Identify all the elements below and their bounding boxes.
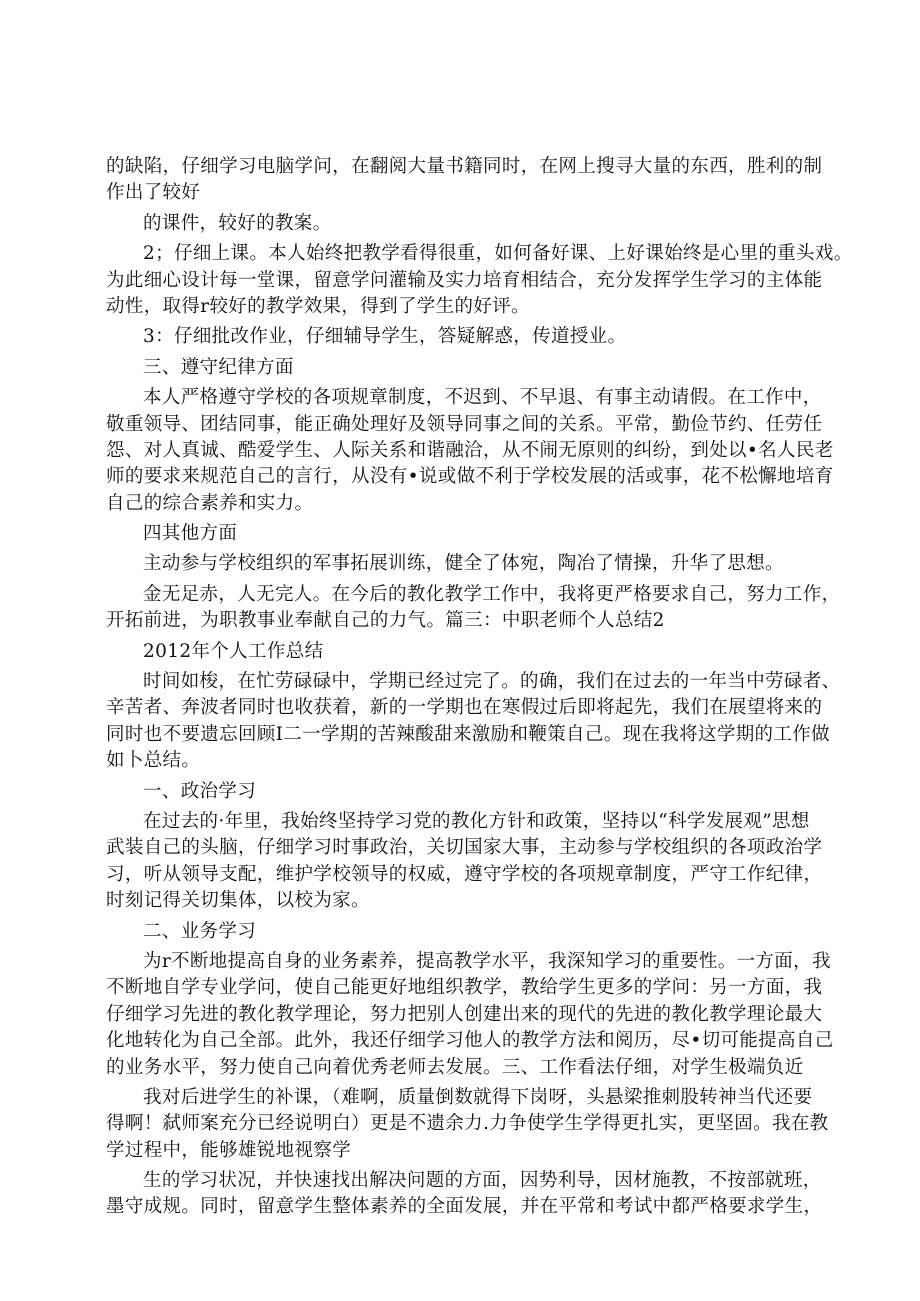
text-line: 开拓前进，为职教事业奉献自己的力气。篇三：中职老师个人总结2 bbox=[106, 610, 665, 632]
text-line: 时间如梭，在忙劳碌碌中，学期已经过完了。的确，我们在过去的一年当中劳碌者、 bbox=[143, 671, 841, 693]
text-line: 同时也不要遗忘回顾I二一学期的苦辣酸甜来激励和鞭策自己。现在我将这学期的工作做 bbox=[106, 723, 830, 745]
text-line: 辛苦者、奔波者同时也收获着，新的一学期也在寒假过后即将起先，我们在展望将来的 bbox=[106, 697, 823, 719]
text-line: 武装自己的头脑，仔细学习时事政治，关切国家大事，主动参与学校组织的各项政治学 bbox=[106, 837, 823, 859]
text-line: 的课件，较好的教案。 bbox=[143, 212, 332, 234]
text-line: 师的要求来规范自己的言行，从没有•说或做不利于学校发展的活或事，花不松懈地培育 bbox=[106, 466, 834, 488]
text-line: 一、政治学习 bbox=[143, 780, 257, 802]
text-line: 时刻记得关切集体，以校为家。 bbox=[106, 890, 370, 912]
text-line: 化地转化为自己全部。此外，我还仔细学习他人的教学方法和阅历，尽•切可能提高自己 bbox=[106, 1030, 834, 1052]
text-line: 的业务水平，努力使自己向着优秀老师去发展。三、工作看法仔细，对学生极端负近 bbox=[106, 1056, 804, 1078]
document-body bbox=[106, 154, 853, 1221]
text-line: 如卜总结。 bbox=[106, 750, 201, 772]
text-line: 3：仔细批改作业，仔细辅导学生，答疑解惑，传道授业。 bbox=[143, 326, 627, 348]
text-line: 自己的综合素养和实力。 bbox=[106, 492, 314, 514]
text-line: 不断地自学专业学问，使自己能更好地组织教学，教给学生更多的学问：另一方面，我 bbox=[106, 977, 823, 999]
text-line: 的缺陷，仔细学习电脑学问，在翻阅大量书籍同时，在网上搜寻大量的东西，胜利的制 bbox=[106, 156, 823, 177]
text-line: 四其他方面 bbox=[143, 523, 238, 545]
text-line: 习，听从领导支配，维护学校领导的权威，遵守学校的各项规章制度，严守工作纪律， bbox=[106, 863, 823, 885]
text-line: 为此细心设计每一堂课，留意学问灌输及实力培育相结合，充分发挥学生学习的主体能 bbox=[106, 269, 823, 291]
text-line: 怨、对人真诚、酷爱学生、人际关系和谐融洽，从不闹无原则的纠纷，到处以•名人民老 bbox=[106, 439, 834, 461]
text-line: 2；仔细上课。本人始终把教学看得很重，如何备好课、上好课始终是心里的重头戏。 bbox=[143, 243, 853, 265]
text-line: 我对后进学生的补课，（难啊，质量倒数就得下岗呀，头悬梁推刺股转神当代还要 bbox=[143, 1086, 813, 1108]
text-line: 得啊！弑师案充分已经说明白）更是不遗余力.力争使学生学得更扎实，更坚固。我在教 bbox=[106, 1113, 829, 1135]
text-line: 为r不断地提高自身的业务素养，提高教学水平，我深知学习的重要性。一方面，我 bbox=[143, 950, 831, 972]
text-line: 仔细学习先进的教化教学理论，努力把别人创建出来的现代的先进的教化教学理论最大 bbox=[106, 1003, 823, 1025]
text-line: 墨守成规。同时，留意学生整体素养的全面发展，并在平常和考试中都严格要求学生， bbox=[106, 1196, 823, 1218]
text-line: 动性，取得r较好的教学效果，得到了学生的好评。 bbox=[106, 295, 530, 317]
text-line: 主动参与学校组织的军事拓展训练，健全了体宛，陶冶了情操，升华了思想。 bbox=[143, 553, 784, 575]
text-line: 本人严格遵守学校的各项规章制度，不迟到、不早退、有事主动请假。在工作中， bbox=[143, 387, 822, 409]
text-line: 在过去的·年里，我始终坚持学习党的教化方针和政策，坚持以“科学发展观”思想 bbox=[143, 810, 810, 832]
text-line: 三、遵守纪律方面 bbox=[143, 356, 294, 378]
text-line: 金无足赤，人无完人。在今后的教化教学工作中，我将更严格要求自己，努力工作， bbox=[143, 583, 841, 605]
text-line: 2012年个人工作总结 bbox=[143, 640, 324, 662]
text-line: 作出了较好 bbox=[106, 182, 201, 204]
text-line: 二、业务学习 bbox=[143, 920, 257, 942]
text-line: 敬重领导、团结同事，能正确处理好及领导同事之间的关系。平常，勤俭节约、任劳任 bbox=[106, 413, 823, 435]
text-line: 学过程中，能够雄锐地视察学 bbox=[106, 1139, 352, 1161]
text-line: 生的学习状况，并快速找出解决问题的方面，因势利导，因材施教，不按部就班， bbox=[143, 1170, 822, 1192]
